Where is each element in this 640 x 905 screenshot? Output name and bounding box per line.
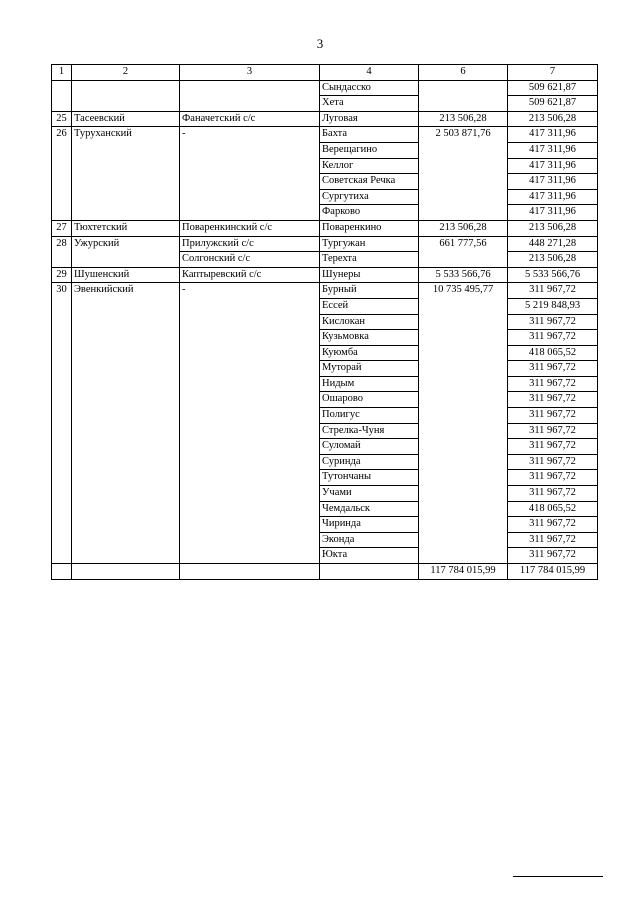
row-number-cell: 29 [52,267,72,283]
table-row [52,80,598,96]
district-cell: Шушенский [72,267,180,283]
settlement-cell: Шунеры [320,267,419,283]
settlement-cell: Нидым [320,376,419,392]
amount-cell: 311 967,72 [508,517,598,533]
settlement-cell: Ошарово [320,392,419,408]
district-cell: Тасеевский [72,111,180,127]
settlement-cell: Бурный [320,283,419,299]
settlement-cell: Эконда [320,532,419,548]
council-cell: Поваренкинский с/с [180,220,320,236]
settlement-cell: Полигус [320,408,419,424]
council-cell [180,564,320,580]
amount-cell: 418 065,52 [508,501,598,517]
amount-cell: 417 311,96 [508,205,598,221]
table-body [52,65,598,580]
settlement-cell: Суломай [320,439,419,455]
amount-cell: 417 311,96 [508,127,598,143]
settlement-cell: Чемдальск [320,501,419,517]
amount-cell: 311 967,72 [508,454,598,470]
council-cell: Прилужский с/с [180,236,320,252]
table-row [52,220,598,236]
header-cell: 6 [419,65,508,81]
table-row [52,127,598,143]
amount-cell: 213 506,28 [508,111,598,127]
settlement-cell: Суринда [320,454,419,470]
amount-cell: 311 967,72 [508,486,598,502]
row-number-cell [52,80,72,111]
allocation-table [51,64,598,580]
amount-cell: 213 506,28 [508,220,598,236]
amount-cell: 5 219 848,93 [508,298,598,314]
amount-cell: 509 621,87 [508,80,598,96]
district-cell: Туруханский [72,127,180,221]
settlement-cell: Верещагино [320,142,419,158]
settlement-cell: Келлог [320,158,419,174]
row-number-cell: 25 [52,111,72,127]
settlement-cell: Кислокан [320,314,419,330]
settlement-cell [320,564,419,580]
table-row [52,267,598,283]
grand-total-cell: 117 784 015,99 [419,564,508,580]
table-row [52,236,598,252]
group-total-cell: 213 506,28 [419,220,508,236]
settlement-cell: Кузьмовка [320,330,419,346]
council-cell: Каптыревский с/с [180,267,320,283]
settlement-cell: Ессей [320,298,419,314]
group-total-cell [419,80,508,111]
row-number-cell: 30 [52,283,72,564]
council-cell: Солгонский с/с [180,252,320,268]
settlement-cell: Луговая [320,111,419,127]
table-header-row [52,65,598,81]
amount-cell: 311 967,72 [508,361,598,377]
table-row [52,283,598,299]
group-total-cell: 10 735 495,77 [419,283,508,564]
settlement-cell: Учами [320,486,419,502]
settlement-cell: Муторай [320,361,419,377]
settlement-cell: Поваренкино [320,220,419,236]
council-cell [180,80,320,111]
amount-cell: 311 967,72 [508,548,598,564]
settlement-cell: Стрелка-Чуня [320,423,419,439]
district-cell: Эвенкийский [72,283,180,564]
header-cell: 7 [508,65,598,81]
settlement-cell: Хета [320,96,419,112]
table-row [52,111,598,127]
amount-cell: 311 967,72 [508,330,598,346]
amount-cell: 311 967,72 [508,470,598,486]
amount-cell: 311 967,72 [508,392,598,408]
amount-cell: 417 311,96 [508,189,598,205]
council-cell: Фаначетский с/с [180,111,320,127]
row-number-cell: 27 [52,220,72,236]
council-cell: - [180,127,320,221]
settlement-cell: Фарково [320,205,419,221]
amount-cell: 417 311,96 [508,142,598,158]
row-number-cell: 26 [52,127,72,221]
amount-cell: 213 506,28 [508,252,598,268]
amount-cell: 418 065,52 [508,345,598,361]
settlement-cell: Юкта [320,548,419,564]
header-cell: 1 [52,65,72,81]
group-total-cell: 661 777,56 [419,236,508,267]
amount-cell: 509 621,87 [508,96,598,112]
header-cell: 4 [320,65,419,81]
district-cell [72,80,180,111]
amount-cell: 417 311,96 [508,158,598,174]
district-cell: Ужурский [72,236,180,267]
district-cell [72,564,180,580]
amount-cell: 311 967,72 [508,423,598,439]
settlement-cell: Бахта [320,127,419,143]
amount-cell: 311 967,72 [508,376,598,392]
header-cell: 2 [72,65,180,81]
footer-rule [513,876,603,877]
settlement-cell: Советская Речка [320,174,419,190]
settlement-cell: Сындасско [320,80,419,96]
header-cell: 3 [180,65,320,81]
settlement-cell: Чиринда [320,517,419,533]
row-number-cell [52,564,72,580]
settlement-cell: Куюмба [320,345,419,361]
settlement-cell: Сургутиха [320,189,419,205]
settlement-cell: Тургужан [320,236,419,252]
district-cell: Тюхтетский [72,220,180,236]
amount-cell: 311 967,72 [508,314,598,330]
grand-total-amount-cell: 117 784 015,99 [508,564,598,580]
group-total-cell: 5 533 566,76 [419,267,508,283]
amount-cell: 5 533 566,76 [508,267,598,283]
group-total-cell: 213 506,28 [419,111,508,127]
amount-cell: 311 967,72 [508,439,598,455]
council-cell: - [180,283,320,564]
settlement-cell: Терехта [320,252,419,268]
amount-cell: 448 271,28 [508,236,598,252]
total-row [52,564,598,580]
amount-cell: 311 967,72 [508,408,598,424]
amount-cell: 311 967,72 [508,283,598,299]
amount-cell: 311 967,72 [508,532,598,548]
amount-cell: 417 311,96 [508,174,598,190]
group-total-cell: 2 503 871,76 [419,127,508,221]
page-number: 3 [316,36,324,51]
row-number-cell: 28 [52,236,72,267]
settlement-cell: Тутончаны [320,470,419,486]
